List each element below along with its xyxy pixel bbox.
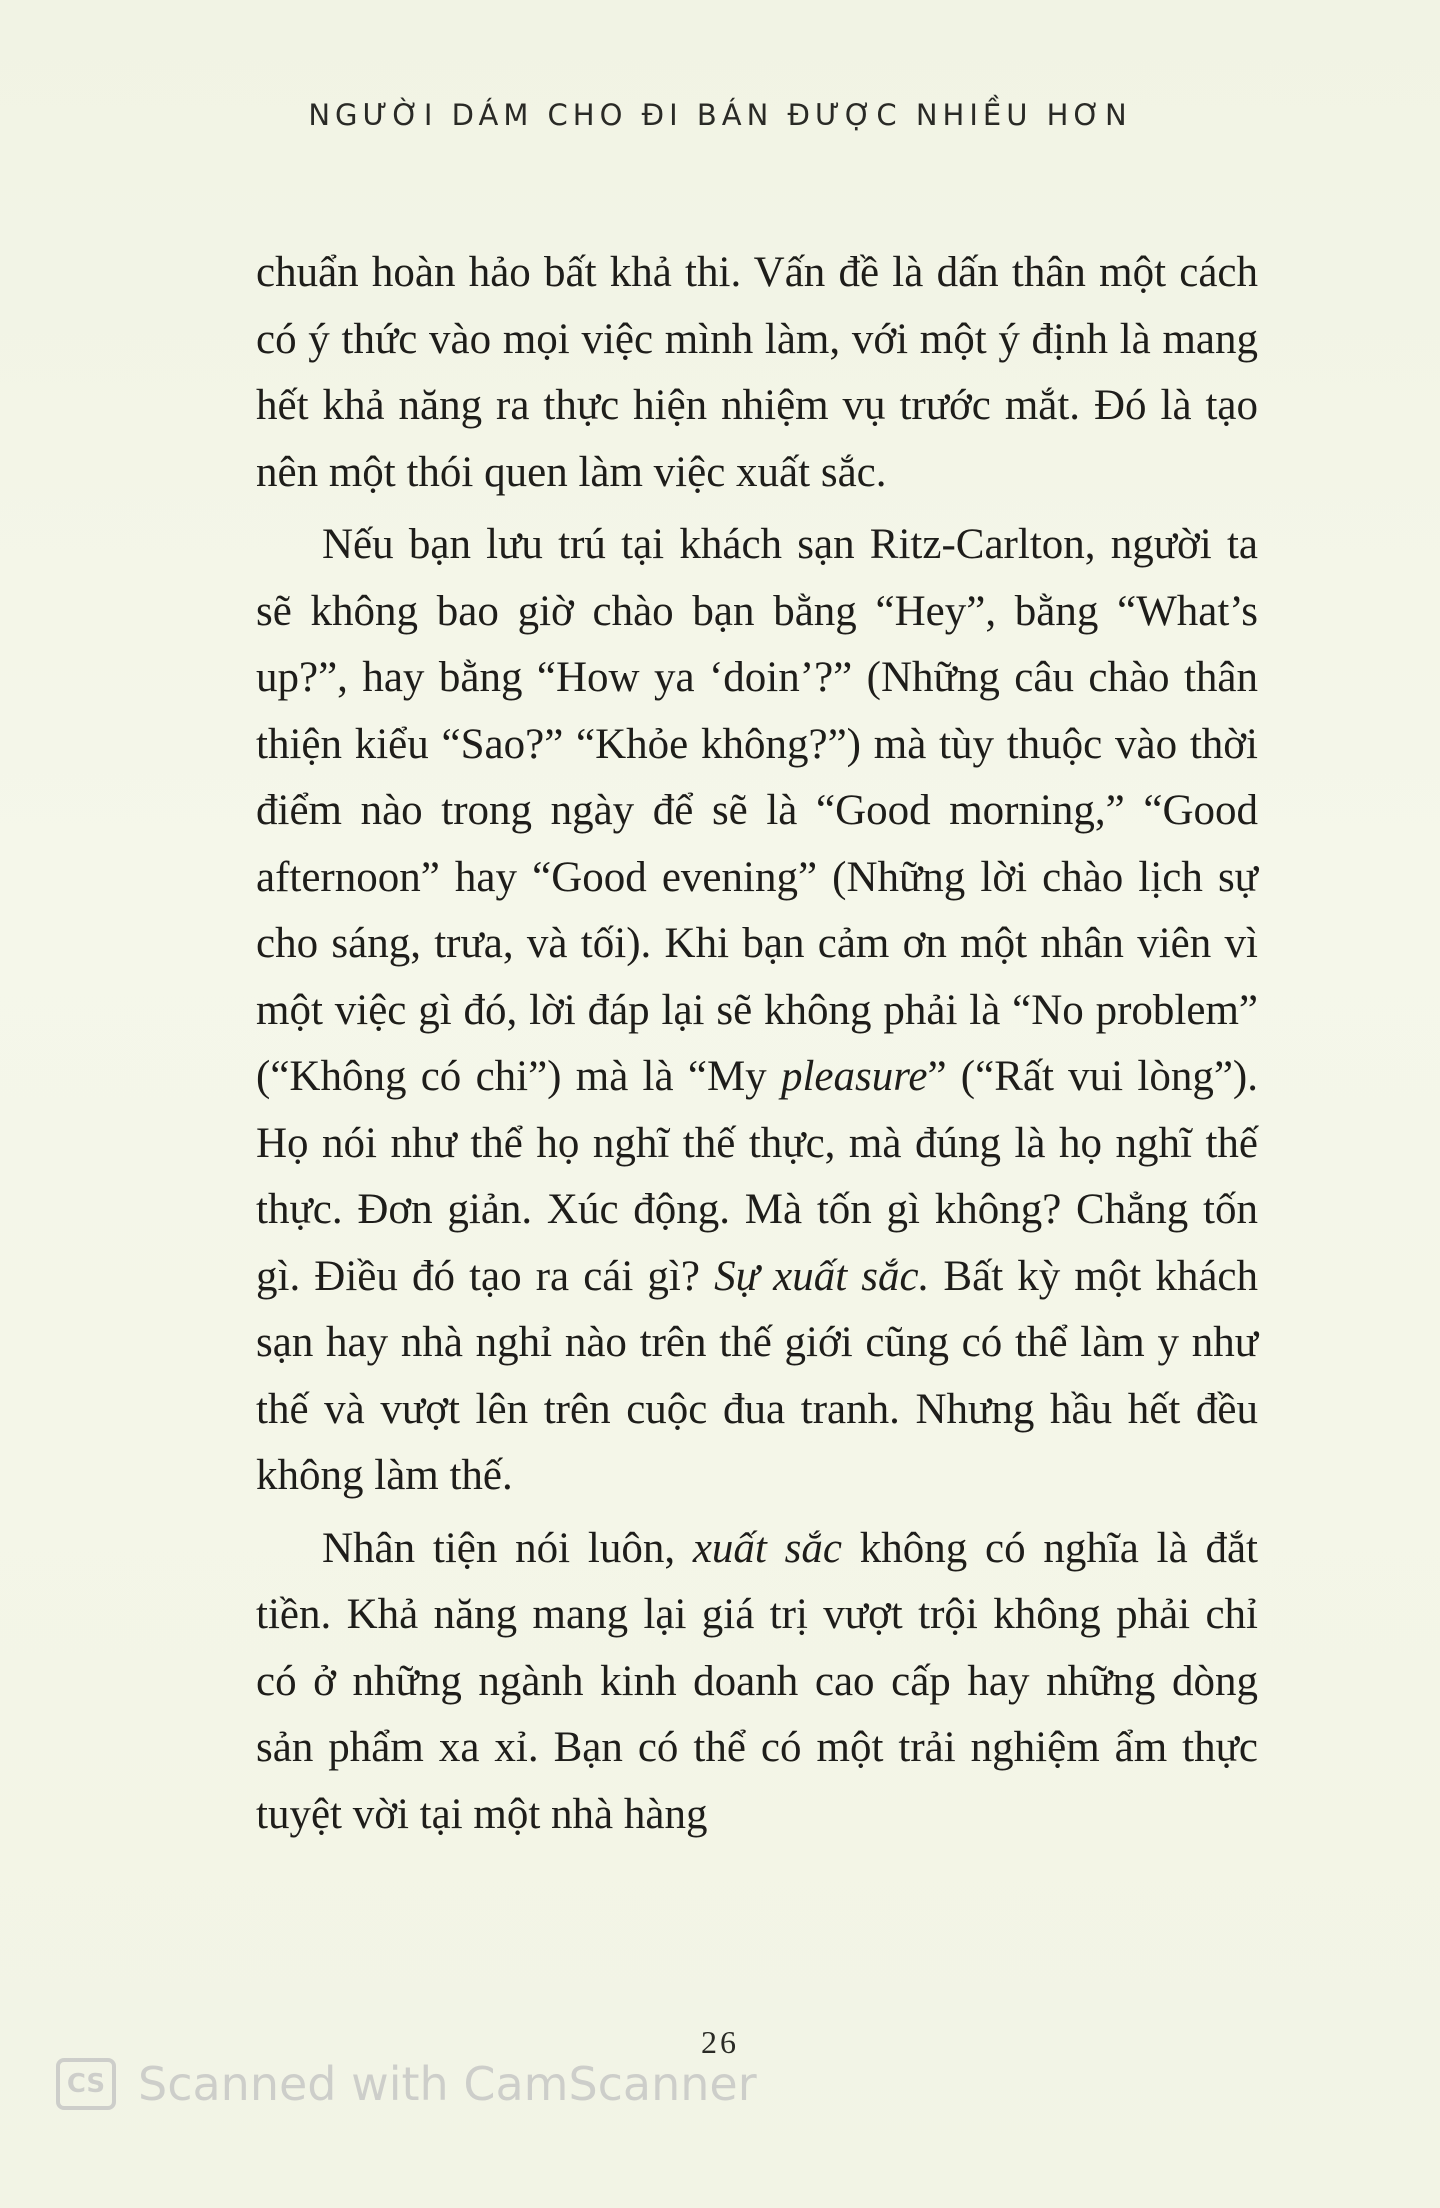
body-text <box>256 240 1258 1854</box>
page-number: 26 <box>701 2024 739 2060</box>
paragraph-2-italic-pleasure: pleasure <box>780 1053 928 1100</box>
paragraph-3-text-a: Nhân tiện nói luôn, <box>322 1524 693 1572</box>
watermark-text: Scanned with CamScanner <box>138 2057 757 2111</box>
paragraph-2-text-a: Nếu bạn lưu trú tại khách sạn Ritz-Carlton, người ta sẽ không bao giờ chào bạn bằng “Hey”, bằng “What’s up?”, hay bằng “How ya ‘doin’?” (Những câu chào thân thiện kiểu “Sao?” “Khỏe không?”) mà tùy thuộc vào thời điểm nào trong ngày để sẽ là “Good morning,” “Good afternoon” hay “Good evening” (Những lời chào lịch sự cho sáng, trưa, và tối). Khi bạn cảm ơn một nhân viên vì một việc gì đó, lời đáp lại sẽ không phải là “No problem” (“Không có chi”) mà là “My <box>256 521 1258 1100</box>
running-header: NGƯỜI DÁM CHO ĐI BÁN ĐƯỢC NHIỀU HƠN <box>308 98 1132 132</box>
paragraph-2-text-e: Bất kỳ một khách sạn hay nhà nghỉ nào trên thế giới cũng có thể làm y như thế và vượt lên trên cuộc đua tranh. Nhưng hầu hết đều không làm thế. <box>256 1252 1258 1499</box>
paragraph-3-text-c: không có nghĩa là đắt tiền. Khả năng mang lại giá trị vượt trội không phải chỉ có ở những ngành kinh doanh cao cấp hay những dòng sản phẩm xa xỉ. Bạn có thể có một trải nghiệm ẩm thực tuyệt vời tại một nhà hàng <box>256 1524 1258 1838</box>
paragraph-3 <box>256 1516 1258 1849</box>
camscanner-logo-icon: CS <box>56 2058 116 2110</box>
paragraph-3-italic-excellence: xuất sắc <box>692 1524 842 1572</box>
camscanner-watermark <box>56 2052 757 2116</box>
paragraph-1-text: chuẩn hoàn hảo bất khả thi. Vấn đề là dấn thân một cách có ý thức vào mọi việc mình làm, với một ý định là mang hết khả năng ra thực hiện nhiệm vụ trước mắt. Đó là tạo nên một thói quen làm việc xuất sắc. <box>256 249 1258 496</box>
paragraph-1 <box>256 240 1258 506</box>
paragraph-2 <box>256 512 1258 1510</box>
paragraph-2-text-c: ” (“Rất vui lòng”). Họ nói như thể họ nghĩ thế thực, mà đúng là họ nghĩ thế thực. Đơn giản. Xúc động. Mà tốn gì không? Chẳng tốn gì. Điều đó tạo ra cái gì? <box>256 1053 1258 1300</box>
paragraph-2-italic-excellence: Sự xuất sắc. <box>714 1252 930 1300</box>
